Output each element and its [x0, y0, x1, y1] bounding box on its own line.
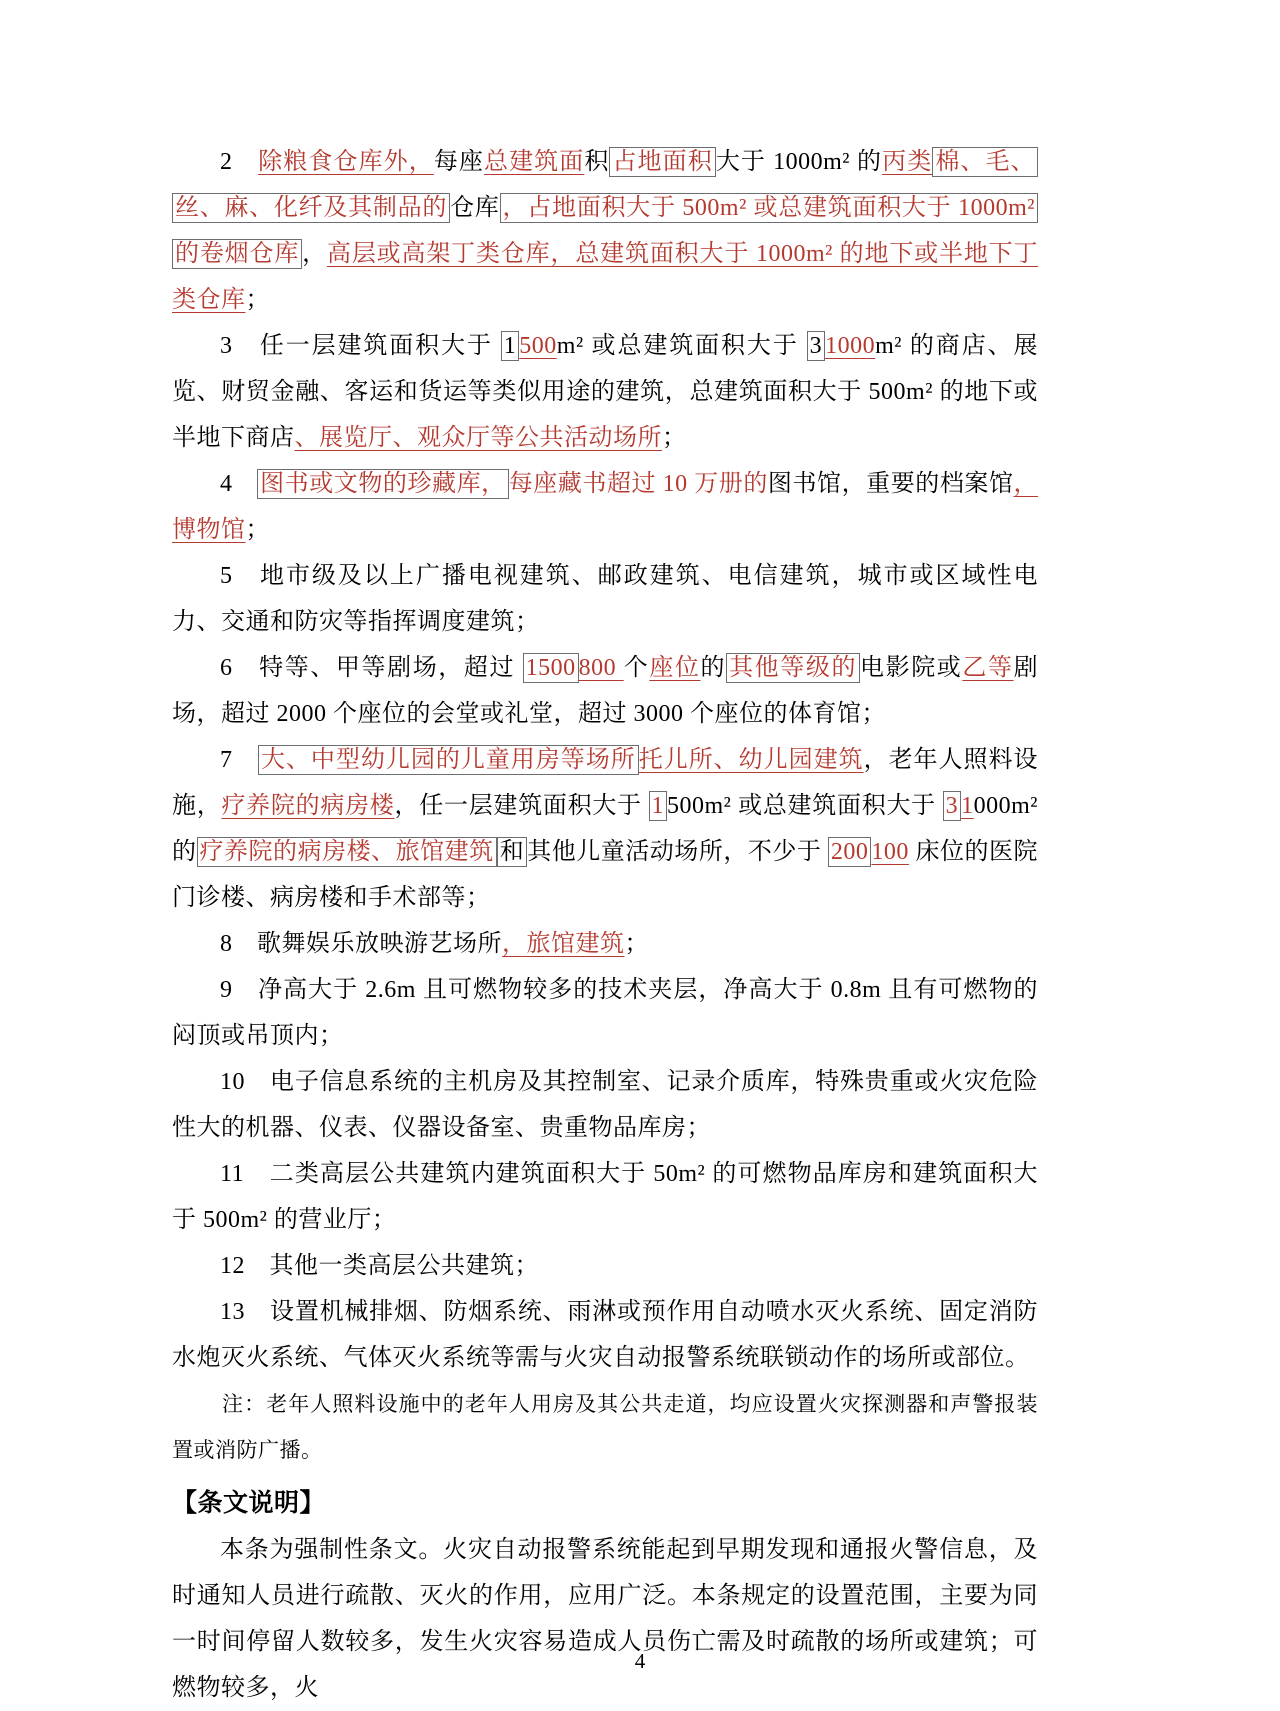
text-segment-n: 9 净高大于 2.6m 且可燃物较多的技术夹层，净高大于 0.8m 且有可燃物的闷顶或吊顶内； — [172, 977, 1038, 1049]
text-segment-n: 电影院或 — [860, 655, 963, 681]
text-segment-n: 图书馆，重要的档案馆 — [767, 471, 1014, 497]
text-segment-red: 每座藏书超过 10 万册的 — [508, 471, 768, 497]
text-segment-boxred: ，占地面积大于 500m² 或总建筑面积大于 1000m² 的卷烟仓库 — [172, 193, 1038, 269]
item-paragraph-10 — [172, 1059, 1038, 1151]
item-paragraph-11 — [172, 1151, 1038, 1243]
text-segment-n: m² 的商店、展览、财贸金融、客运和货运等类似用途的建筑，总建筑面积大于 500m² 的地下或半地下商店 — [172, 333, 1038, 451]
text-segment-n: 12 其他一类高层公共建筑； — [220, 1253, 539, 1279]
text-segment-boxblk: 1 — [501, 331, 520, 361]
text-segment-n: 的 — [700, 655, 727, 681]
text-segment-ins: 500 — [519, 333, 557, 359]
item-paragraph-12 — [172, 1243, 1038, 1289]
item-paragraph-5 — [172, 553, 1038, 645]
text-segment-n: 5 地市级及以上广播电视建筑、邮政建筑、电信建筑，城市或区域性电力、交通和防灾等指挥调度建筑； — [172, 563, 1038, 635]
text-segment-n: m² 或总建筑面积大于 — [556, 333, 807, 359]
text-segment-n: 11 二类高层公共建筑内建筑面积大于 50m² 的可燃物品库房和建筑面积大于 500m² 的营业厅； — [172, 1161, 1038, 1233]
text-segment-boxred: 疗养院的病房楼、旅馆建筑 — [197, 837, 497, 867]
text-segment-ins: 1000 — [825, 333, 876, 359]
text-segment-ins: 总建筑面 — [484, 149, 585, 175]
text-segment-n: 2 — [220, 149, 259, 175]
text-segment-n: 仓库 — [450, 195, 500, 221]
text-segment-boxred: 大、中型幼儿园的儿童用房等场所 — [258, 745, 639, 775]
text-segment-ins: 1 — [961, 793, 974, 819]
text-segment-ins: ，旅馆建筑 — [502, 931, 625, 957]
text-segment-ins: ，博物馆 — [172, 471, 1039, 543]
text-segment-boxblk: 和 — [497, 837, 528, 867]
text-segment-n: 7 — [220, 747, 258, 773]
text-segment-ins: 丙类 — [882, 149, 933, 175]
text-segment-n: 积 — [584, 149, 610, 175]
text-segment-n: 8 歌舞娱乐放映游艺场所 — [220, 931, 502, 957]
text-segment-n: 大于 1000m² 的 — [715, 149, 883, 175]
text-segment-n: 其他儿童活动场所，不少于 — [527, 839, 828, 865]
text-segment-n: ； — [662, 425, 687, 451]
text-segment-n: 3 任一层建筑面积大于 — [220, 333, 501, 359]
text-segment-n: 13 设置机械排烟、防烟系统、雨淋或预作用自动喷水灭火系统、固定消防水炮灭火系统、气体灭火系统等需与火灾自动报警系统联锁动作的场所或部位。 — [172, 1299, 1038, 1371]
text-segment-n: 6 特等、甲等剧场，超过 — [220, 655, 523, 681]
text-segment-n: ， — [302, 241, 328, 267]
text-segment-boxred: 3 — [943, 791, 962, 821]
item-paragraph-3 — [172, 323, 1038, 461]
text-segment-n: 注：老年人照料设施中的老年人用房及其公共走道，均应设置火灾探测器和声警报装置或消防广播。 — [172, 1392, 1038, 1462]
text-segment-boxred: 其他等级的 — [726, 653, 860, 683]
text-segment-ins: 乙等 — [962, 655, 1014, 681]
text-segment-boxred: 占地面积 — [609, 147, 715, 177]
item-paragraph-4 — [172, 461, 1038, 553]
text-segment-boxred: 图书或文物的珍藏库， — [257, 469, 509, 499]
text-segment-ins: 除粮食仓库外， — [258, 149, 434, 175]
text-segment-n: ，任一层建筑面积大于 — [394, 793, 649, 819]
text-segment-n: 4 — [220, 471, 258, 497]
page-number: 4 — [634, 1649, 646, 1673]
text-segment-ins: 800 — [578, 655, 624, 681]
text-segment-boxred: 1500 — [523, 653, 579, 683]
text-segment-n: 个 — [623, 655, 650, 681]
text-segment-n: 本条为强制性条文。火灾自动报警系统能起到早期发现和通报火警信息，及时通知人员进行疏散、灭火的作用，应用广泛。本条规定的设置范围，主要为同一时间停留人数较多，发生火灾容易造成人员伤亡需及时疏散的场所或建筑；可燃物较多，火 — [172, 1537, 1038, 1701]
text-segment-boxblk: 3 — [807, 331, 826, 361]
text-segment-n: ； — [624, 931, 649, 957]
item-paragraph-6 — [172, 645, 1038, 737]
text-segment-ins: 高层或高架丁类仓库，总建筑面积大于 1000m² 的地下或半地下丁类仓库 — [172, 241, 1039, 313]
text-segment-n: 剧场，超过 2000 个座位的会堂或礼堂，超过 3000 个座位的体育馆； — [172, 655, 1039, 727]
text-segment-n: 每座 — [433, 149, 484, 175]
item-paragraph-7 — [172, 737, 1038, 921]
item-paragraph-2 — [172, 139, 1038, 323]
text-segment-boxred: 1 — [649, 791, 668, 821]
text-segment-n: 000m² 的 — [172, 793, 1039, 865]
text-segment-boxred: 棉、毛、丝、麻、化纤及其制品的 — [172, 147, 1038, 223]
item-paragraph-13 — [172, 1289, 1038, 1381]
item-paragraph-8 — [172, 921, 1038, 967]
text-segment-n: ，老年人照料设施， — [172, 747, 1038, 819]
note-paragraph — [172, 1381, 1038, 1473]
text-segment-boxred: 200 — [828, 837, 872, 867]
text-segment-n: 床位的医院门诊楼、病房楼和手术部等； — [172, 839, 1038, 911]
text-segment-ins: 托儿所、幼儿园建筑 — [638, 747, 864, 773]
text-segment-ins: 、展览厅、观众厅等公共活动场所 — [294, 425, 662, 451]
text-segment-n: 500m² 或总建筑面积大于 — [667, 793, 943, 819]
document-body — [172, 139, 1038, 1711]
text-segment-n: ； — [245, 517, 270, 543]
text-segment-ins: 100 — [871, 839, 909, 865]
item-paragraph-9 — [172, 967, 1038, 1059]
text-segment-ins: 座位 — [649, 655, 701, 681]
section-heading: 【条文说明】 — [172, 1490, 326, 1517]
text-segment-n: 10 电子信息系统的主机房及其控制室、记录介质库，特殊贵重或火灾危险性大的机器、仪表、仪器设备室、贵重物品库房； — [172, 1069, 1038, 1141]
text-segment-n: ； — [245, 287, 270, 313]
text-segment-ins: 疗养院的病房楼 — [221, 793, 395, 819]
